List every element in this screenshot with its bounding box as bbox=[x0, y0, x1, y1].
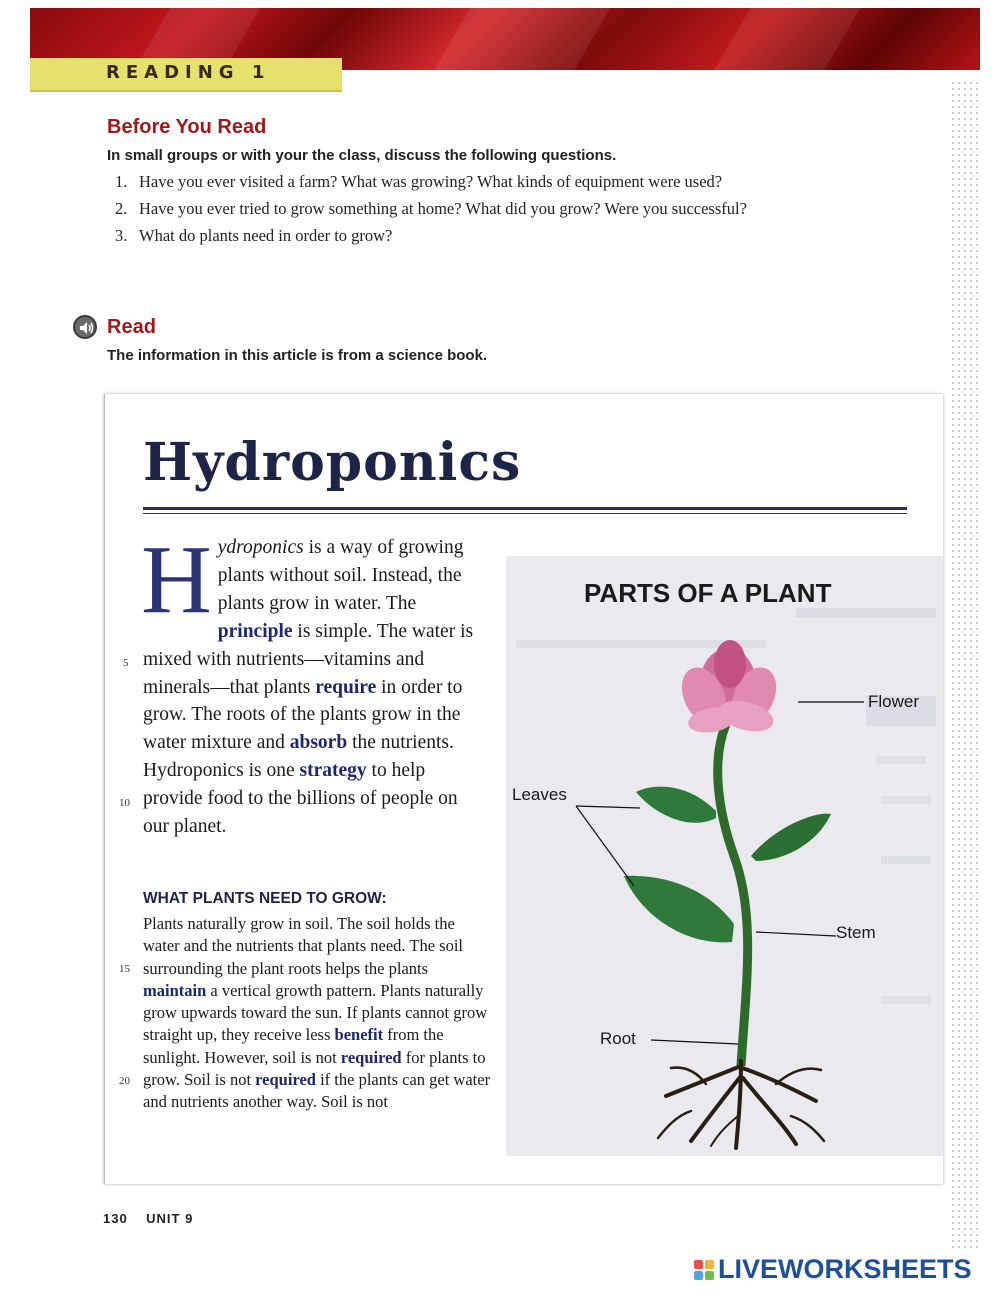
text-run: for plants to grow. Soil is not bbox=[143, 1047, 486, 1090]
stem-callout-line bbox=[756, 932, 836, 936]
read-description: The information in this article is from a science book. bbox=[107, 347, 488, 364]
vocabulary-word: principle bbox=[217, 620, 293, 642]
speaker-icon[interactable] bbox=[73, 315, 97, 339]
banner-facet bbox=[704, 8, 866, 70]
question-item bbox=[115, 199, 765, 218]
root-callout-line bbox=[651, 1040, 738, 1044]
question-item bbox=[115, 226, 765, 245]
liveworksheets-watermark: LIVEWORKSHEETS bbox=[718, 1254, 972, 1284]
margin-dot-pattern bbox=[950, 80, 980, 1250]
plant-diagram bbox=[506, 556, 943, 1156]
page-number: 130 bbox=[103, 1211, 128, 1226]
label-leaves: Leaves bbox=[512, 785, 567, 804]
question-text: Have you ever tried to grow something at home? What did you grow? Were you successful? bbox=[139, 199, 747, 218]
vocabulary-word: maintain bbox=[143, 980, 207, 1000]
text-run: ydroponics bbox=[217, 537, 304, 558]
vocabulary-word: required bbox=[255, 1070, 316, 1090]
question-number: 2. bbox=[115, 199, 128, 218]
section-tab bbox=[30, 58, 342, 92]
page-footer bbox=[103, 1211, 193, 1226]
title-rule bbox=[143, 507, 907, 510]
text-run: to help provide food to the billions of people on our planet. bbox=[143, 760, 458, 838]
vocabulary-word: strategy bbox=[299, 760, 367, 782]
liveworksheets-logo-icon bbox=[694, 1260, 716, 1282]
banner-facet bbox=[424, 8, 616, 70]
plant-roots bbox=[658, 1061, 824, 1148]
text-run: from the sunlight. However, soil is not bbox=[143, 1025, 444, 1067]
vocabulary-word: require bbox=[315, 676, 377, 698]
question-list bbox=[115, 172, 765, 253]
text-run: a vertical growth pattern. Plants naturally grow upwards toward the sun. If plants cannot grow straight up, they receive less bbox=[143, 980, 488, 1045]
leaf-lower-left bbox=[624, 876, 734, 943]
vocabulary-word: benefit bbox=[334, 1025, 384, 1045]
plant-stem bbox=[718, 724, 748, 1066]
label-root: Root bbox=[600, 1029, 636, 1048]
paragraph-1 bbox=[141, 526, 488, 841]
leaf-upper-left bbox=[636, 787, 716, 823]
plant-illustration bbox=[506, 556, 943, 1156]
line-number: 15 bbox=[119, 963, 130, 975]
leaves-callout-line-upper bbox=[576, 806, 640, 808]
text-run: the nutrients. Hydroponics is one bbox=[143, 732, 454, 782]
label-stem: Stem bbox=[836, 923, 876, 942]
section-label: READING 1 bbox=[106, 62, 271, 83]
line-number: 5 bbox=[123, 657, 129, 669]
paragraph-2 bbox=[143, 913, 493, 1114]
question-text: What do plants need in order to grow? bbox=[139, 226, 393, 245]
paragraph-2-text bbox=[143, 914, 490, 1111]
diagram-title: PARTS OF A PLANT bbox=[584, 578, 832, 608]
leaves-callout-line-lower bbox=[576, 806, 634, 886]
label-flower: Flower bbox=[868, 692, 920, 711]
text-run: is a way of growing plants without soil. Instead, the plants grow in water. The bbox=[217, 537, 464, 614]
question-number: 3. bbox=[115, 226, 128, 245]
text-run: Plants naturally grow in soil. The soil holds the water and the nutrients that plants need. The soil surrounding the plant roots helps the plants bbox=[143, 914, 463, 978]
before-you-read-heading: Before You Read bbox=[107, 116, 267, 138]
vocabulary-word: required bbox=[340, 1047, 402, 1067]
line-number: 20 bbox=[119, 1075, 130, 1087]
leaf-upper-right bbox=[751, 814, 831, 861]
text-run: is simple. The water is mixed with nutrients—vitamins and minerals—that plants bbox=[143, 620, 474, 698]
petal bbox=[714, 640, 746, 688]
article-title: Hydroponics bbox=[143, 432, 522, 493]
line-number: 10 bbox=[119, 797, 130, 809]
read-heading: Read bbox=[107, 316, 156, 338]
text-run: if the plants can get water and nutrients another way. Soil is not bbox=[143, 1070, 491, 1112]
unit-label: UNIT 9 bbox=[146, 1211, 194, 1226]
drop-cap: H bbox=[141, 526, 212, 634]
article-panel bbox=[104, 394, 943, 1184]
question-item bbox=[115, 172, 765, 191]
question-number: 1. bbox=[115, 172, 128, 191]
section-subheading: WHAT PLANTS NEED TO GROW: bbox=[143, 890, 387, 907]
discussion-instruction: In small groups or with your the class, discuss the following questions. bbox=[107, 147, 617, 164]
vocabulary-word: absorb bbox=[289, 732, 348, 754]
text-run: in order to grow. The roots of the plants grow in the water mixture and bbox=[143, 676, 463, 754]
title-rule-thin bbox=[143, 513, 907, 514]
question-text: Have you ever visited a farm? What was growing? What kinds of equipment were used? bbox=[139, 172, 723, 191]
